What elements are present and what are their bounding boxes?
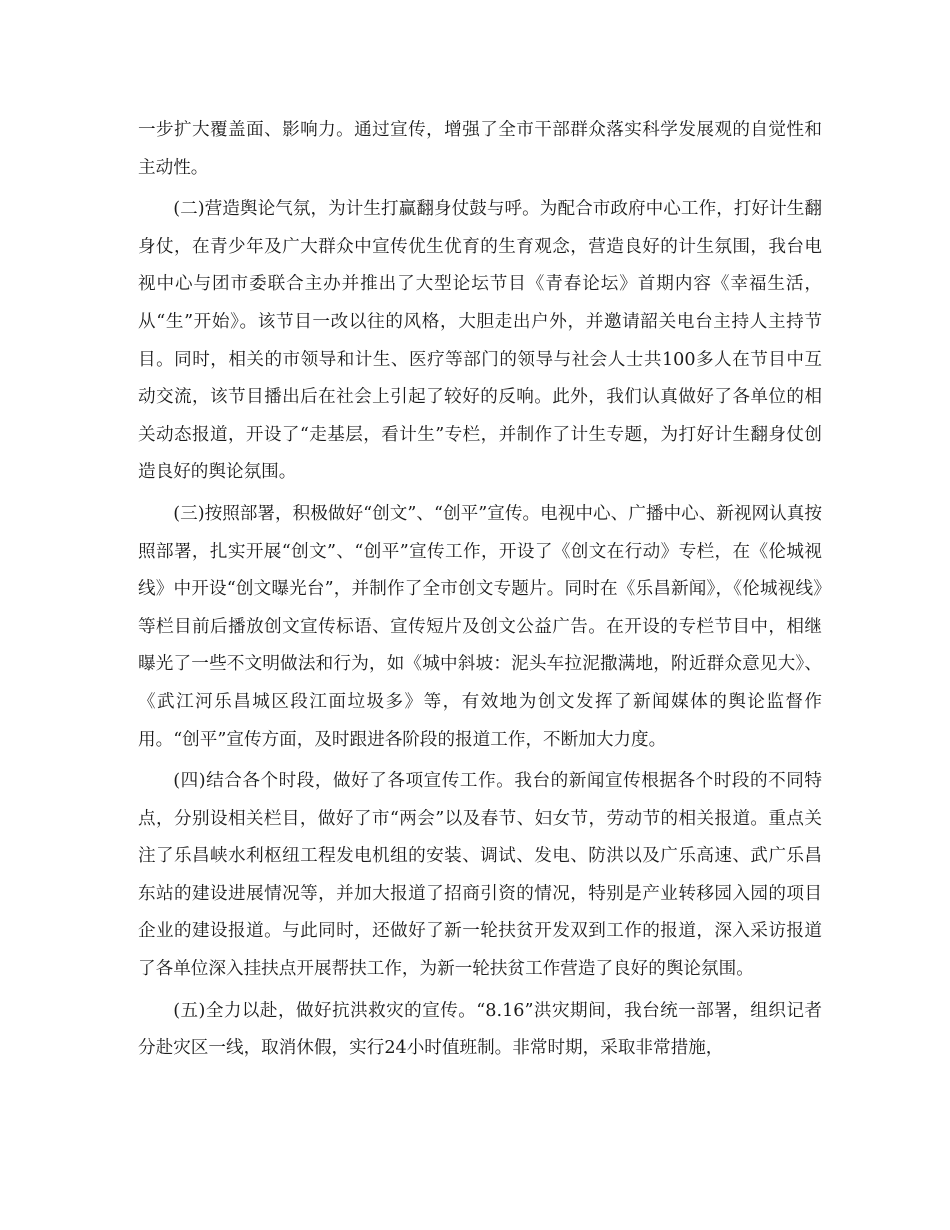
paragraph-section-5: (五)全力以赴，做好抗洪救灾的宣传。“8.16”洪灾期间，我台统一部署，组织记者分赴灾区一线，取消休假，实行24小时值班制。非常时期，采取非常措施， bbox=[138, 1000, 822, 1059]
paragraph-section-3: (三)按照部署，积极做好“创文”、“创平”宣传。电视中心、广播中心、新视网认真按照部署，扎实开展“创文”、“创平”宣传工作，开设了《创文在行动》专栏，在《伦城视线》中开设“创文曝光台”，并制作了全市创文专题片。同时在《乐昌新闻》，《伦城视线》等栏目前后播放创文宣传标语、宣传短片及创文公益广告。在开设的专栏节目中，相继曝光了一些不文明做法和行为，如《城中斜坡：泥头车拉泥撒满地，附近群众意见大》、《武江河乐昌城区段江面垃圾多》等，有效地为创文发挥了新闻媒体的舆论监督作用。“创平”宣传方面，及时跟进各阶段的报道工作，不断加大力度。 bbox=[138, 503, 822, 750]
document-body bbox=[138, 112, 822, 1068]
paragraph-section-4: (四)结合各个时段，做好了各项宣传工作。我台的新闻宣传根据各个时段的不同特点，分别设相关栏目，做好了市“两会”以及春节、妇女节，劳动节的相关报道。重点关注了乐昌峡水利枢纽工程发电机组的安装、调试、发电、防洪以及广乐高速、武广乐昌东站的建设进展情况等，并加大报道了招商引资的情况，特别是产业转移园入园的项目企业的建设报道。与此同时，还做好了新一轮扶贫开发双到工作的报道，深入采访报道了各单位深入挂扶点开展帮扶工作，为新一轮扶贫工作营造了良好的舆论氛围。 bbox=[138, 771, 822, 980]
paragraph-continued: 一步扩大覆盖面、影响力。通过宣传，增强了全市干部群众落实科学发展观的自觉性和主动性。 bbox=[138, 120, 822, 178]
paragraph-section-2: (二)营造舆论气氛，为计生打赢翻身仗鼓与呼。为配合市政府中心工作，打好计生翻身仗，在青少年及广大群众中宣传优生优育的生育观念，营造良好的计生氛围，我台电视中心与团市委联合主办并推出了大型论坛节目《青春论坛》首期内容《幸福生活，从“生”开始》。该节目一改以往的风格，大胆走出户外，并邀请韶关电台主持人主持节目。同时，相关的市领导和计生、医疗等部门的领导与社会人士共100多人在节目中互动交流，该节目播出后在社会上引起了较好的反响。此外，我们认真做好了各单位的相关动态报道，开设了“走基层，看计生”专栏，并制作了计生专题，为打好计生翻身仗创造良好的舆论氛围。 bbox=[138, 199, 822, 483]
